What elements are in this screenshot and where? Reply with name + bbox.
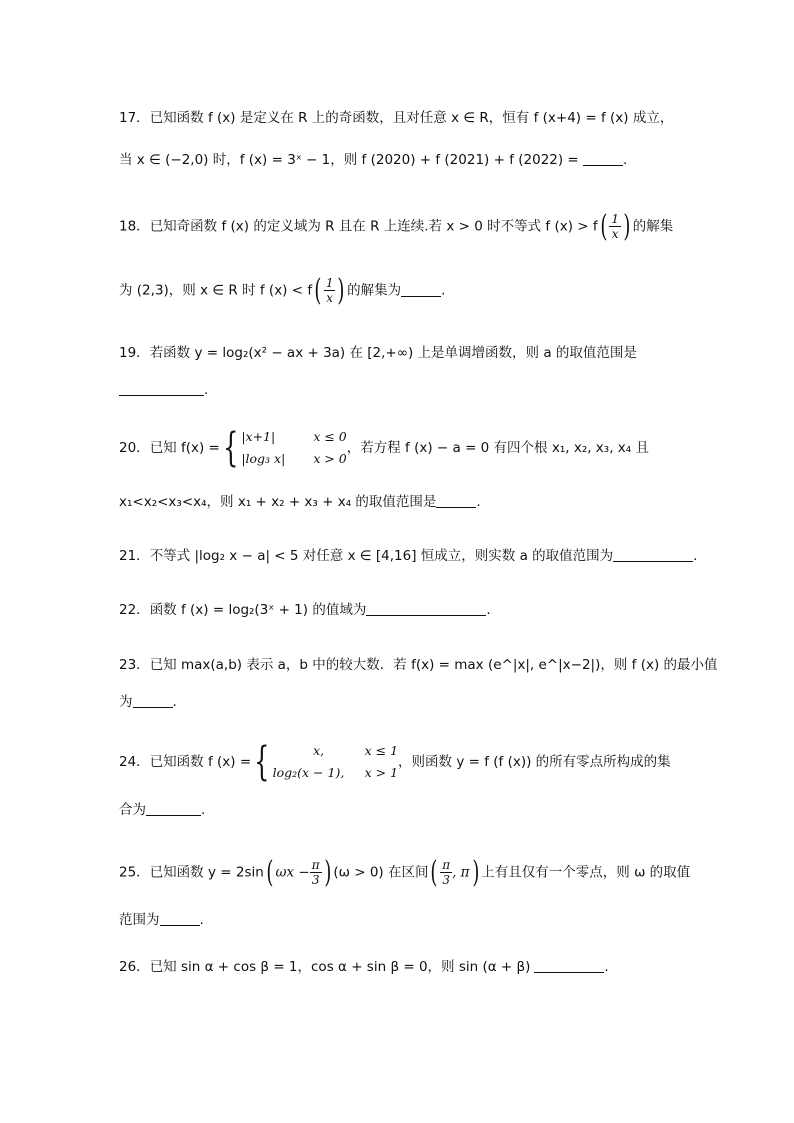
question-text: ，则函数 y = f (f (x)) 的所有零点所构成的集 (398, 754, 671, 770)
question-text: (ω > 0) 在区间 (333, 864, 429, 881)
answer-blank[interactable] (583, 151, 623, 166)
question-24-line2 (119, 800, 694, 820)
question-18: 18．已知奇函数 f (x) 的定义域为 R 且在 R 上连续.若 x > 0 时不等式 f (x) > f( $\frac{1}{x}$ ) 的解集 (119, 208, 674, 244)
question-number: 21． (119, 548, 150, 564)
fraction: $\frac{\pi}{3}$ (311, 858, 320, 887)
question-text: 上有且仅有一个零点，则 ω 的取值 (481, 864, 691, 881)
question-number: 17． (119, 110, 150, 126)
question-number: 23． (119, 657, 150, 673)
answer-blank[interactable] (534, 958, 604, 973)
period: . (604, 959, 609, 975)
period: . (201, 802, 206, 818)
question-text: 已知函数 f (x) 是定义在 R 上的奇函数，且对任意 x ∈ R，恒有 f (x+4) = f (x) 成立， (149, 110, 674, 126)
answer-blank[interactable] (119, 381, 204, 396)
fraction: $\frac{1}{x}$ (611, 212, 619, 241)
question-17 (119, 108, 694, 128)
question-text: 已知函数 y = 2sin (149, 864, 264, 881)
question-text: 已知奇函数 f (x) 的定义域为 R 且在 R 上连续.若 x > 0 时不等式 f (x) > f (149, 218, 598, 235)
question-number: 20． (119, 440, 150, 456)
answer-blank[interactable] (366, 601, 486, 616)
period: . (204, 382, 209, 398)
question-text: 已知 f(x) = (149, 440, 220, 456)
interval-end: , π (452, 864, 470, 881)
question-23 (119, 655, 718, 675)
answer-blank[interactable] (613, 547, 693, 562)
question-23-line2 (119, 692, 694, 712)
question-26 (119, 957, 694, 977)
question-text: 函数 f (x) = log₂(3ˣ + 1) 的值域为 (149, 602, 367, 618)
question-text: 已知函数 f (x) = (149, 754, 252, 770)
question-number: 24． (119, 754, 150, 770)
piecewise-cases: x, x ≤ 1 log₂(x − 1), x > 1 (272, 743, 399, 780)
question-22 (119, 600, 694, 620)
piecewise-cases: |x+1| x ≤ 0 |log₃ x| x > 0 (241, 429, 347, 466)
question-text: 范围为 (119, 912, 160, 928)
period: . (476, 494, 481, 510)
question-text: 若函数 y = log₂(x² − ax + 3a) 在 [2,+∞) 上是单调增函数，则 a 的取值范围是 (149, 345, 637, 361)
period: . (623, 152, 628, 168)
question-number: 25． (119, 864, 150, 881)
question-number: 18． (119, 218, 150, 235)
question-number: 26． (119, 959, 150, 975)
question-text: x₁<x₂<x₃<x₄，则 x₁ + x₂ + x₃ + x₄ 的取值范围是 (119, 494, 437, 510)
question-19 (119, 343, 694, 363)
question-text: ，若方程 f (x) − a = 0 有四个根 x₁, x₂, x₃, x₄ 且 (346, 440, 649, 456)
question-25: 25．已知函数 y = 2sin( ωx − $\frac{\pi}{3}$ ) (ω > 0) 在区间( $\frac{\pi}{3}$ , π) 上有且仅有一个零点，则 ω 的取值 (119, 854, 691, 890)
answer-blank[interactable] (401, 282, 441, 297)
answer-blank[interactable] (160, 911, 200, 926)
answer-blank[interactable] (146, 801, 201, 816)
question-18-line2: 为 (2,3)，则 x ∈ R 时 f (x) < f( $\frac{1}{x}$ ) 的解集为 . (119, 272, 446, 308)
fraction: $\frac{\pi}{3}$ (442, 858, 451, 887)
question-text: 为 (119, 694, 133, 710)
question-20: 20．已知 f(x) ={ |x+1| x ≤ 0 |log₃ x| x > 0 ，若方程 f (x) − a = 0 有四个根 x₁, x₂, x₃, x₄ 且 (119, 425, 649, 471)
question-text: 已知 max(a,b) 表示 a，b 中的较大数．若 f(x) = max (e^|x|, e^|x−2|)，则 f (x) 的最小值 (149, 657, 718, 673)
question-text: 的解集 (632, 218, 674, 235)
question-21 (119, 546, 698, 566)
question-24: 24．已知函数 f (x) ={ x, x ≤ 1 log₂(x − 1), x > 1 ，则函数 y = f (f (x)) 的所有零点所构成的集 (119, 739, 671, 785)
question-text: 已知 sin α + cos β = 1，cos α + sin β = 0，则 sin (α + β) (149, 959, 531, 975)
answer-blank[interactable] (436, 493, 476, 508)
question-text: 不等式 |log₂ x − a| < 5 对任意 x ∈ [4,16] 恒成立，则实数 a 的取值范围为 (149, 548, 614, 564)
period: . (486, 602, 491, 618)
question-20-line2 (119, 492, 694, 512)
period: . (199, 912, 204, 928)
question-number: 22． (119, 602, 150, 618)
period: . (172, 694, 177, 710)
question-number: 19． (119, 345, 150, 361)
question-19-line2 (119, 380, 694, 400)
question-25-line2 (119, 910, 694, 930)
sin-argument: ωx − (275, 864, 310, 881)
question-text: 当 x ∈ (−2,0) 时，f (x) = 3ˣ − 1，则 f (2020) + f (2021) + f (2022) = (119, 152, 584, 168)
period: . (693, 548, 698, 564)
period: . (441, 282, 446, 299)
question-text: 的解集为 (347, 282, 402, 299)
question-text: 为 (2,3)，则 x ∈ R 时 f (x) < f (119, 282, 313, 299)
question-17-line2 (119, 150, 694, 170)
answer-blank[interactable] (133, 693, 173, 708)
question-text: 合为 (119, 802, 146, 818)
fraction: $\frac{1}{x}$ (325, 276, 334, 305)
